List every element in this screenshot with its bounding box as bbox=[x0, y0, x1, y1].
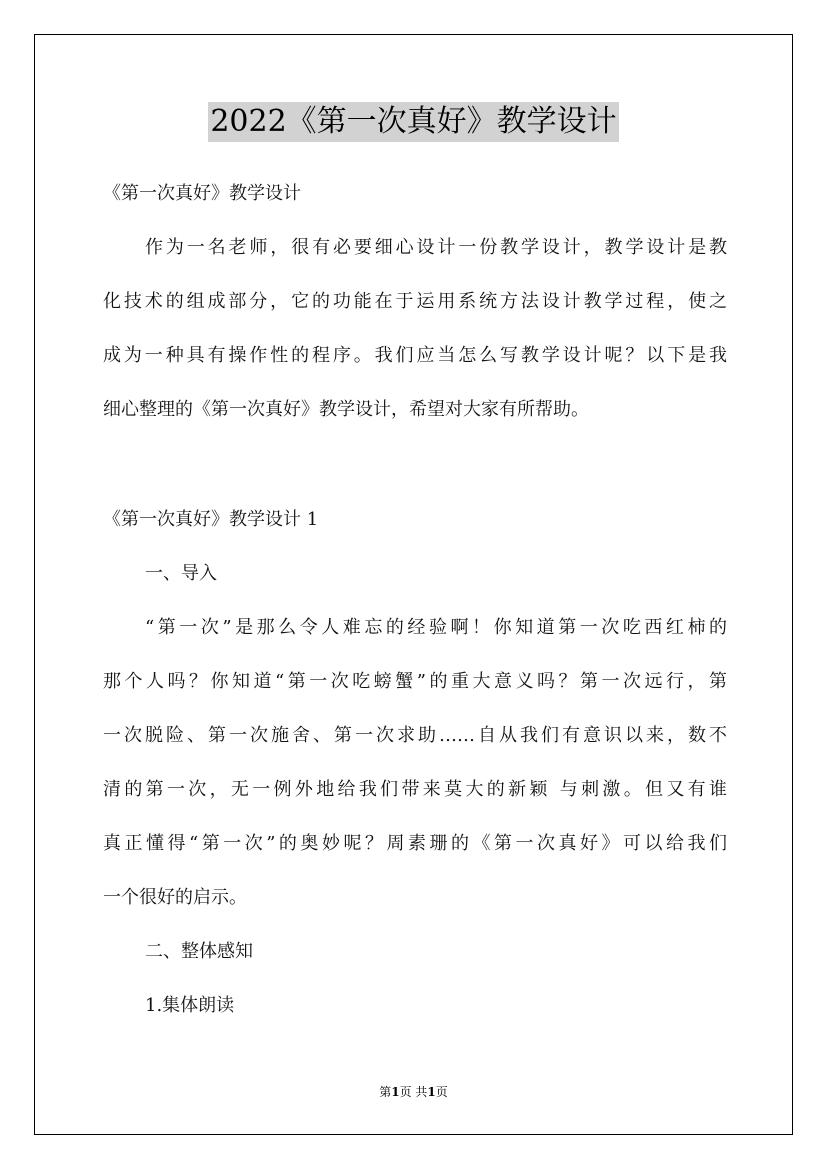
section-heading-1: 《第一次真好》教学设计 1 bbox=[103, 509, 319, 530]
part-heading-overall-perception: 二、整体感知 bbox=[145, 941, 253, 962]
list-item-group-reading: 1.集体朗读 bbox=[145, 995, 235, 1016]
footer-page-current: 1 bbox=[391, 1085, 400, 1099]
intro-line-3: 成为一种具有操作性的程序。我们应当怎么写教学设计呢？以下是我 bbox=[103, 345, 727, 366]
footer-page-prefix: 第 bbox=[379, 1085, 392, 1099]
intro-part-line-1: “第一次”是那么令人难忘的经验啊！你知道第一次吃西红柿的 bbox=[145, 617, 727, 638]
intro-part-line-6: 一个很好的启示。 bbox=[103, 887, 247, 908]
intro-part-line-4: 清的第一次，无一例外地给我们带来莫大的新颖 与刺激。但又有谁 bbox=[103, 779, 727, 800]
footer-page-total: 1 bbox=[427, 1085, 436, 1099]
intro-line-4: 细心整理的《第一次真好》教学设计，希望对大家有所帮助。 bbox=[103, 399, 589, 420]
document-title-area bbox=[0, 102, 827, 142]
page-footer bbox=[0, 1084, 827, 1100]
footer-page-suffix: 页 bbox=[435, 1085, 448, 1099]
intro-part-line-2: 那个人吗？你知道“第一次吃螃蟹”的重大意义吗？第一次远行，第 bbox=[103, 671, 727, 692]
part-heading-introduction: 一、导入 bbox=[145, 563, 217, 584]
intro-part-line-3: 一次脱险、第一次施舍、第一次求助……自从我们有意识以来，数不 bbox=[103, 725, 727, 746]
document-title: 2022《第一次真好》教学设计 bbox=[208, 102, 618, 142]
intro-line-1: 作为一名老师，很有必要细心设计一份教学设计，教学设计是教 bbox=[145, 237, 727, 258]
intro-part-line-5: 真正懂得“第一次”的奥妙呢？周素珊的《第一次真好》可以给我们 bbox=[103, 833, 727, 854]
intro-line-2: 化技术的组成部分，它的功能在于运用系统方法设计教学过程，使之 bbox=[103, 291, 727, 312]
footer-page-mid: 页 共 bbox=[399, 1085, 428, 1099]
subtitle: 《第一次真好》教学设计 bbox=[103, 183, 301, 204]
